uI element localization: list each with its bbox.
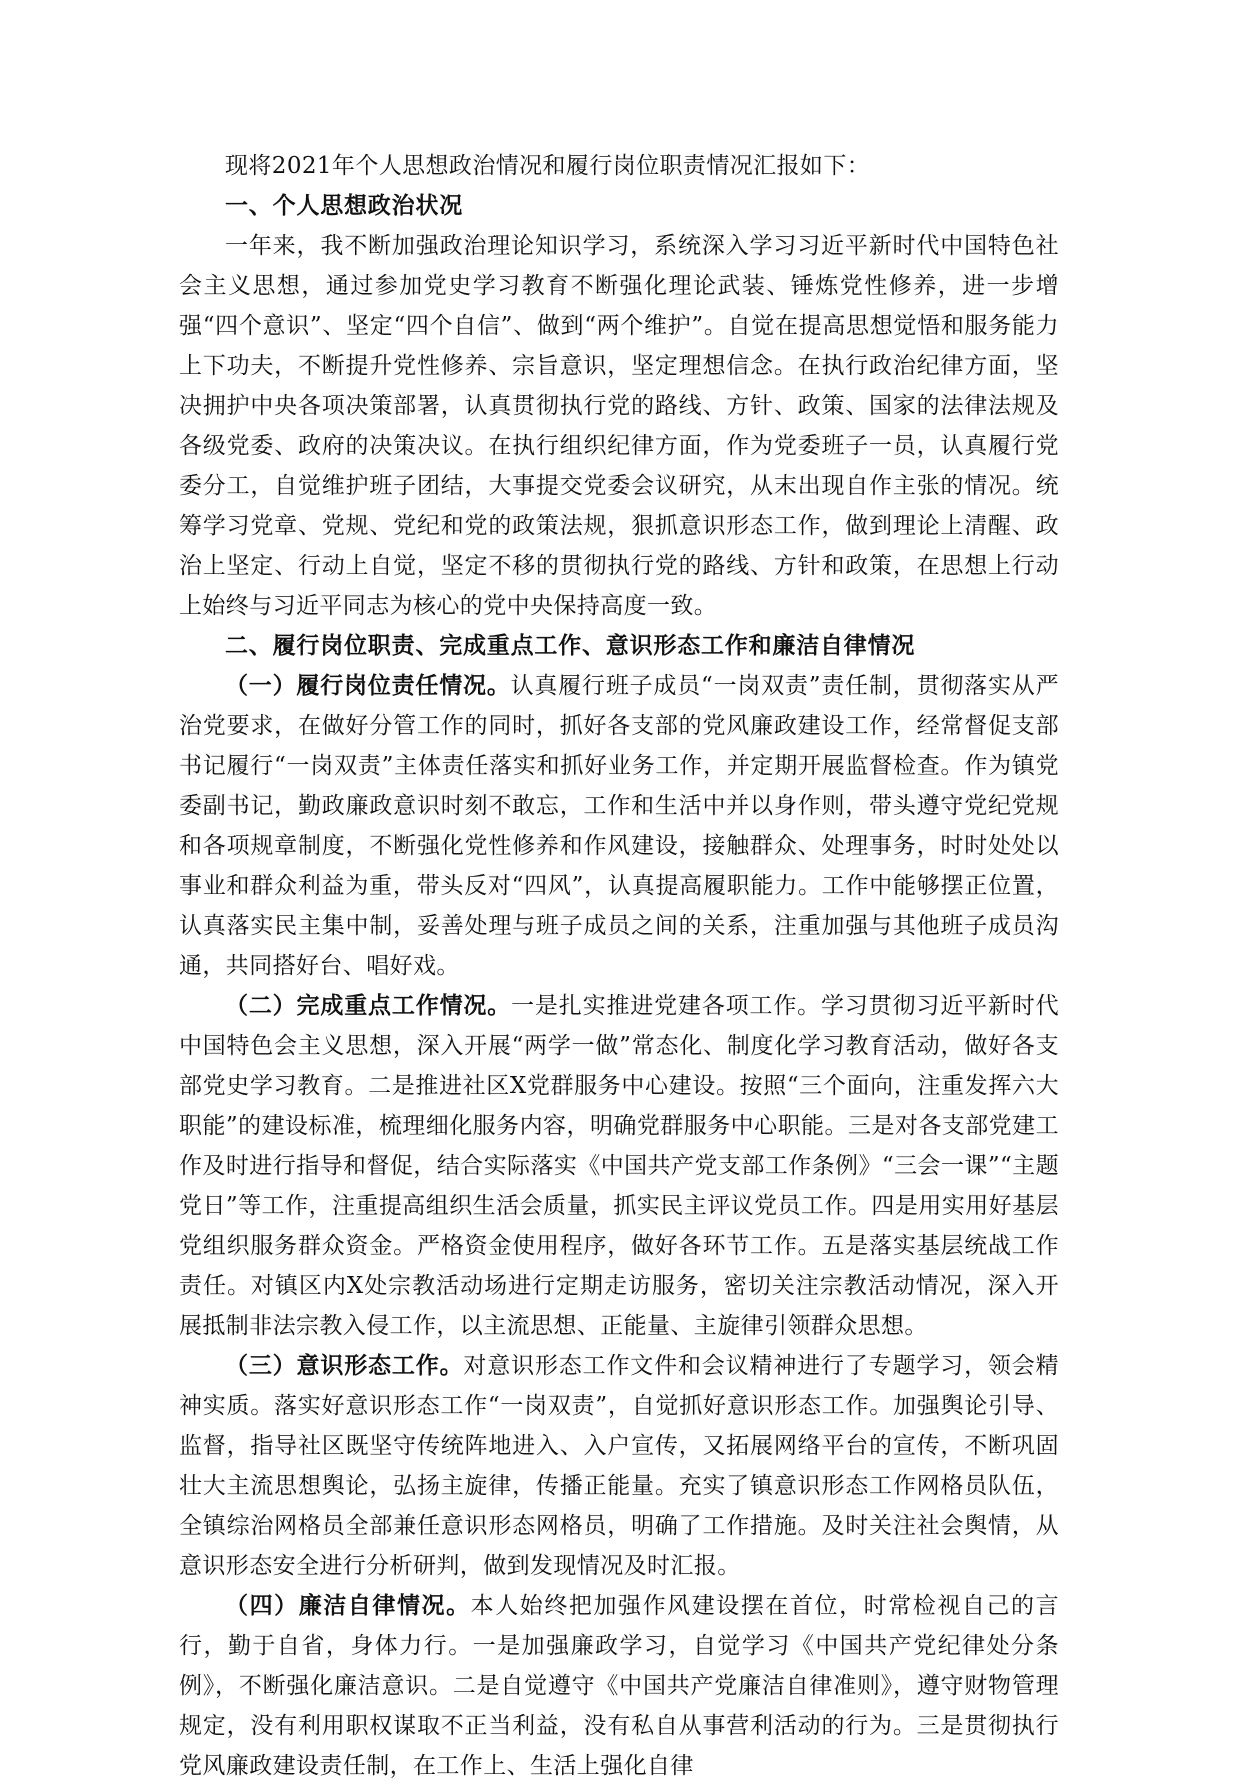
subsection1-title: （一）履行岗位责任情况。 bbox=[225, 672, 511, 699]
document-page bbox=[179, 146, 1059, 1786]
subsection2-body: 一是扎实推进党建各项工作。学习贯彻习近平新时代中国特色会主义思想，深入开展“两学一做”常态化、制度化学习教育活动，做好各支部党史学习教育。二是推进社区X党群服务中心建设。按照“三个面向，注重发挥六大职能”的建设标准，梳理细化服务内容，明确党群服务中心职能。三是对各支部党建工作及时进行指导和督促，结合实际落实《中国共产党支部工作条例》“三会一课”“主题党日”等工作，注重提高组织生活会质量，抓实民主评议党员工作。四是用实用好基层党组织服务群众资金。严格资金使用程序，做好各环节工作。五是落实基层统战工作责任。对镇区内X处宗教活动场进行定期走访服务，密切关注宗教活动情况，深入开展抵制非法宗教入侵工作，以主流思想、正能量、主旋律引领群众思想。 bbox=[179, 993, 1059, 1339]
section1-heading: 一、个人思想政治状况 bbox=[225, 192, 463, 219]
subsection4-paragraph bbox=[179, 1586, 1059, 1786]
subsection2-title: （二）完成重点工作情况。 bbox=[225, 992, 512, 1019]
subsection3-paragraph bbox=[179, 1346, 1059, 1586]
subsection1-body: 认真履行班子成员“一岗双责”责任制，贯彻落实从严治党要求，在做好分管工作的同时，抓好各支部的党风廉政建设工作，经常督促支部书记履行“一岗双责”主体责任落实和抓好业务工作，并定期开展监督检查。作为镇党委副书记，勤政廉政意识时刻不敢忘，工作和生活中并以身作则，带头遵守党纪党规和各项规章制度，不断强化党性修养和作风建设，接触群众、处理事务，时时处处以事业和群众利益为重，带头反对“四风”，认真提高履职能力。工作中能够摆正位置，认真落实民主集中制，妥善处理与班子成员之间的关系，注重加强与其他班子成员沟通，共同搭好台、唱好戏。 bbox=[179, 673, 1059, 979]
subsection3-body: 对意识形态工作文件和会议精神进行了专题学习，领会精神实质。落实好意识形态工作“一岗双责”，自觉抓好意识形态工作。加强舆论引导、监督，指导社区既坚守传统阵地进入、入户宣传，又拓展网络平台的宣传，不断巩固壮大主流思想舆论，弘扬主旋律，传播正能量。充实了镇意识形态工作网格员队伍，全镇综治网格员全部兼任意识形态网格员，明确了工作措施。及时关注社会舆情，从意识形态安全进行分析研判，做到发现情况及时汇报。 bbox=[179, 1353, 1060, 1579]
subsection2-paragraph bbox=[179, 986, 1059, 1346]
intro-paragraph: 现将2021年个人思想政治情况和履行岗位职责情况汇报如下： bbox=[225, 153, 871, 179]
subsection3-title: （三）意识形态工作。 bbox=[225, 1352, 464, 1379]
subsection4-body: 本人始终把加强作风建设摆在首位，时常检视自己的言行，勤于自省，身体力行。一是加强廉政学习，自觉学习《中国共产党纪律处分条例》，不断强化廉洁意识。二是自觉遵守《中国共产党廉洁自律准则》，遵守财物管理规定，没有利用职权谋取不正当利益，没有私自从事营利活动的行为。三是贯彻执行党风廉政建设责任制，在工作上、生活上强化自律 bbox=[179, 1593, 1059, 1779]
subsection1-paragraph bbox=[179, 666, 1059, 986]
subsection4-title: （四）廉洁自律情况。 bbox=[225, 1592, 471, 1619]
section2-heading: 二、履行岗位职责、完成重点工作、意识形态工作和廉洁自律情况 bbox=[225, 632, 916, 659]
section1-paragraph: 一年来，我不断加强政治理论知识学习，系统深入学习习近平新时代中国特色社会主义思想，通过参加党史学习教育不断强化理论武装、锤炼党性修养，进一步增强“四个意识”、坚定“四个自信”、做到“两个维护”。自觉在提高思想觉悟和服务能力上下功夫，不断提升党性修养、宗旨意识，坚定理想信念。在执行政治纪律方面，坚决拥护中央各项决策部署，认真贯彻执行党的路线、方针、政策、国家的法律法规及各级党委、政府的决策决议。在执行组织纪律方面，作为党委班子一员，认真履行党委分工，自觉维护班子团结，大事提交党委会议研究，从末出现自作主张的情况。统筹学习党章、党规、党纪和党的政策法规，狠抓意识形态工作，做到理论上清醒、政治上坚定、行动上自觉，坚定不移的贯彻执行党的路线、方针和政策，在思想上行动上始终与习近平同志为核心的党中央保持高度一致。 bbox=[179, 233, 1059, 619]
